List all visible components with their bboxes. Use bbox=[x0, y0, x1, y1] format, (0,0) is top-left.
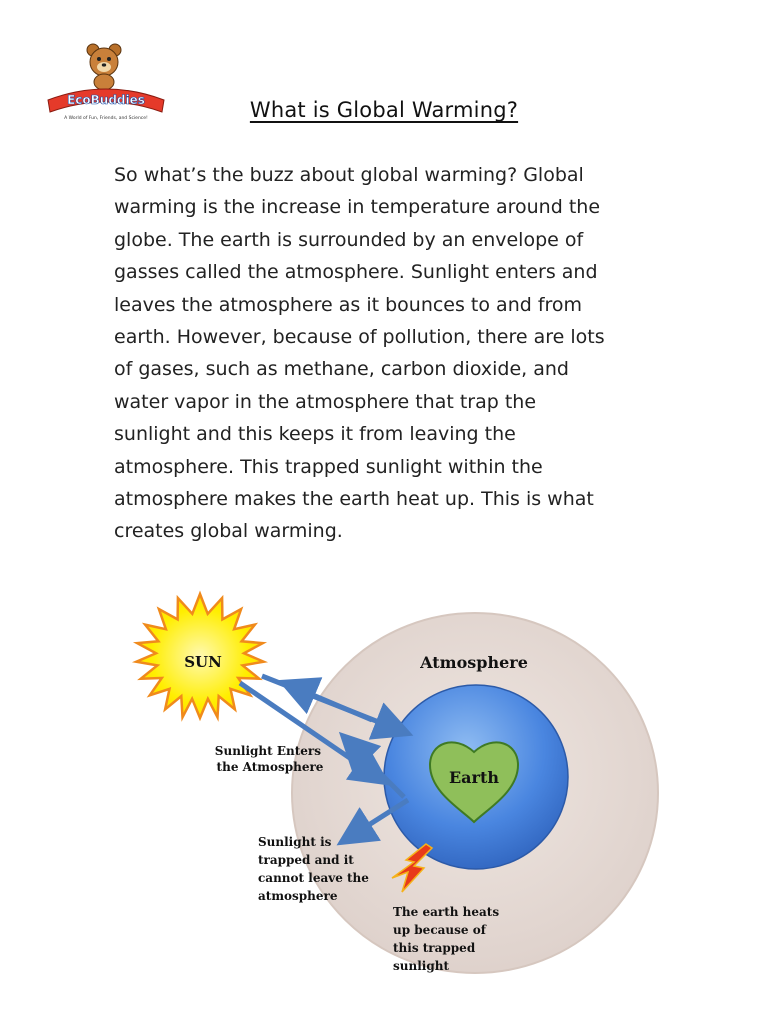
paragraph-line: warming is the increase in temperature around the bbox=[114, 196, 601, 219]
earth-label: Earth bbox=[448, 768, 500, 787]
atmosphere-label: Atmosphere bbox=[420, 653, 528, 672]
paragraph-line: So what’s the buzz about global warming? Global bbox=[114, 164, 584, 186]
paragraph-line: earth. However, because of pollution, there are lots bbox=[114, 326, 605, 349]
sunlight-trapped-label: Sunlight is trapped and it cannot leave the atmosphere bbox=[258, 835, 369, 903]
paragraph-line: sunlight and this keeps it from leaving the bbox=[114, 423, 516, 446]
paragraph-line: atmosphere makes the earth heat up. This is what bbox=[114, 488, 594, 511]
body-paragraph bbox=[114, 159, 674, 548]
paragraph-line: creates global warming. bbox=[114, 520, 343, 543]
logo-tagline-text: A World of Fun, Friends, and Science! bbox=[64, 116, 148, 121]
page-title: What is Global Warming? bbox=[249, 98, 519, 122]
paragraph-line: globe. The earth is surrounded by an envelope of bbox=[114, 228, 584, 251]
paragraph-line: leaves the atmosphere as it bounces to and from bbox=[114, 293, 583, 316]
earth-heats-label: The earth heats up because of this trapped sunlight bbox=[393, 905, 500, 973]
sun-label: SUN bbox=[184, 653, 222, 671]
sunlight-enters-label: Sunlight Enters the Atmosphere bbox=[214, 744, 324, 774]
paragraph-line: gasses called the atmosphere. Sunlight enters and bbox=[114, 261, 598, 284]
logo-brand-text: EcoBuddies bbox=[67, 93, 145, 107]
global-warming-diagram bbox=[0, 580, 768, 1000]
paragraph-line: water vapor in the atmosphere that trap the bbox=[114, 390, 537, 413]
paragraph-line: of gases, such as methane, carbon dioxide, and bbox=[114, 358, 569, 381]
paragraph-line: atmosphere. This trapped sunlight within the bbox=[114, 455, 543, 478]
